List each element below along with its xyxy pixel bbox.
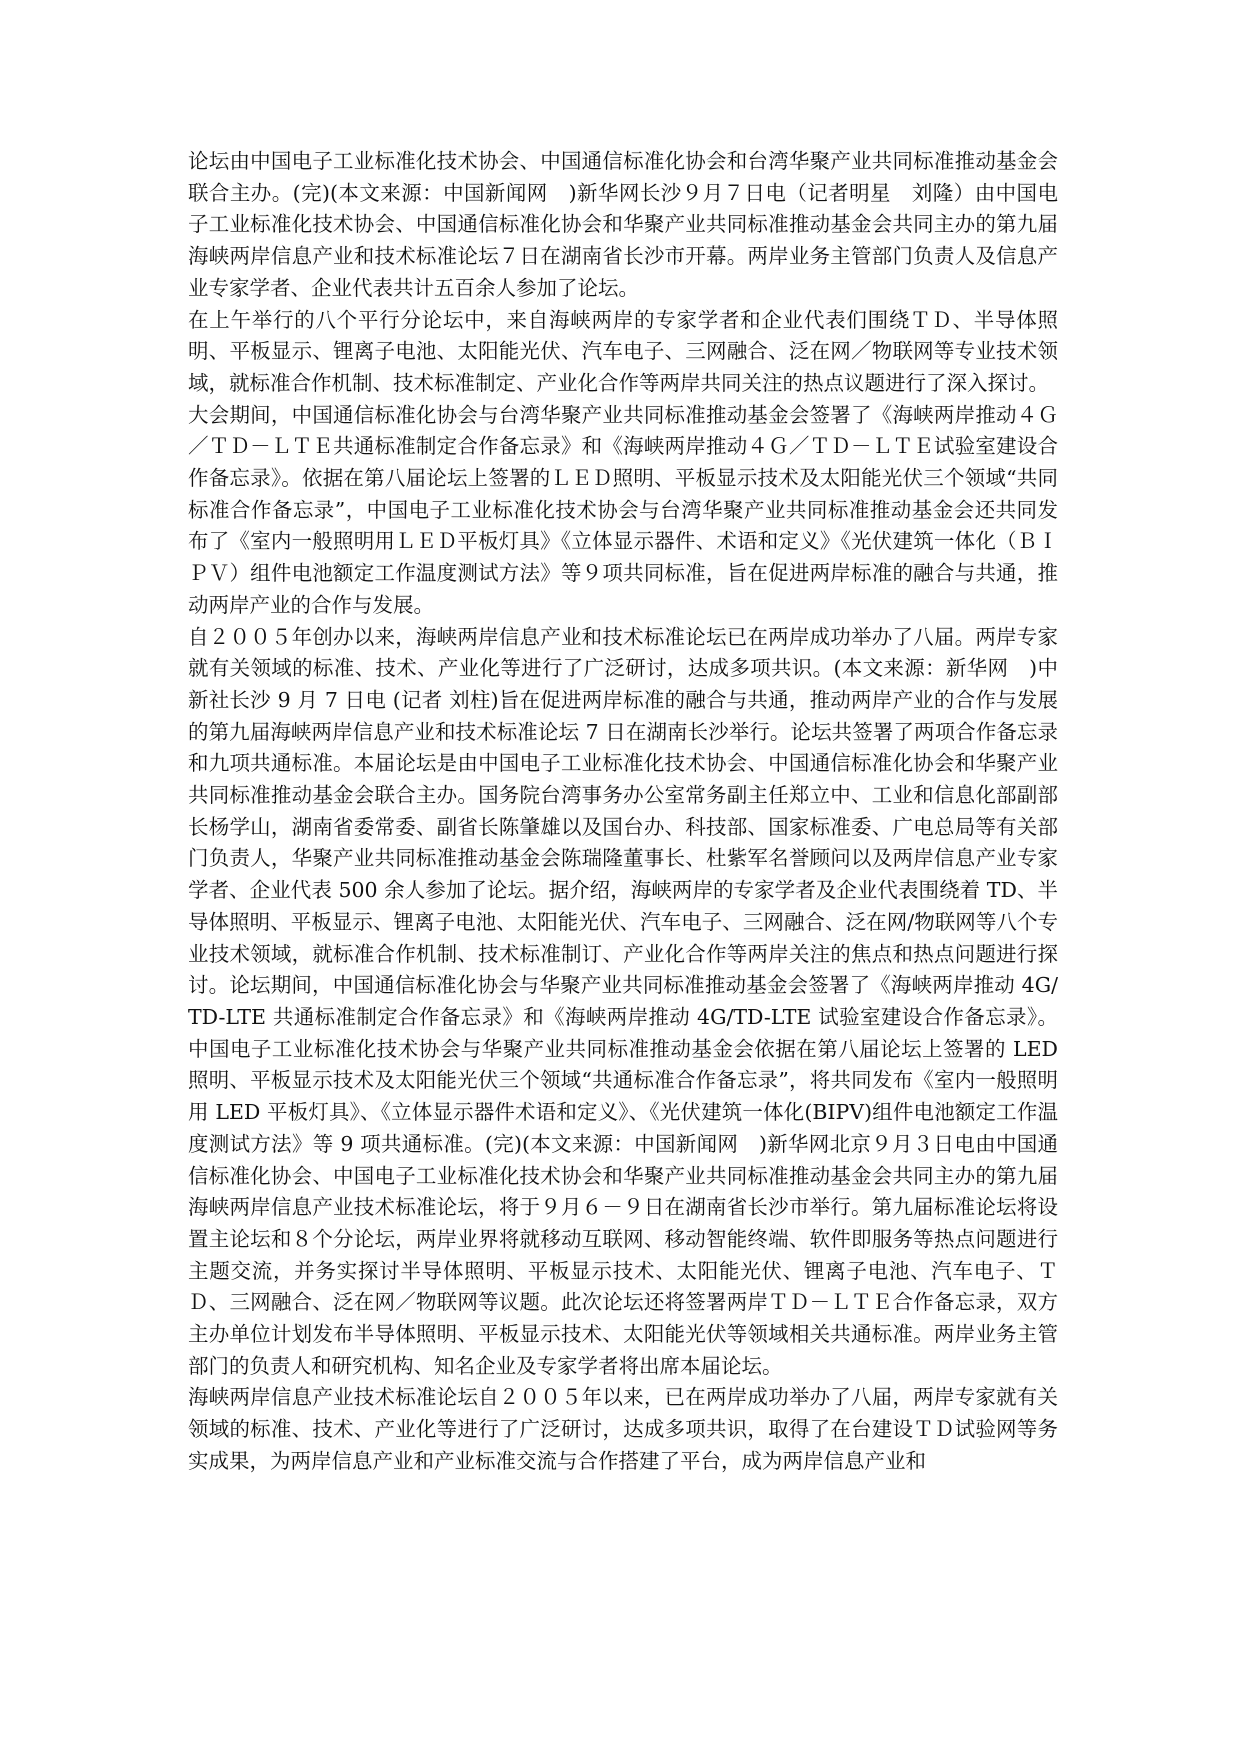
paragraph: 自２００５年创办以来，海峡两岸信息产业和技术标准论坛已在两岸成功举办了八届。两岸专家就有关领域的标准、技术、产业化等进行了广泛研讨，达成多项共识。(本文来源：新华网 )中新社长沙 9 月 7 日电 (记者 刘柱)旨在促进两岸标准的融合与共通，推动两岸产业的合作与发展的第九届海峡两岸信息产业和技术标准论坛 7 日在湖南长沙举行。论坛共签署了两项合作备忘录和九项共通标准。本届论坛是由中国电子工业标准化技术协会、中国通信标准化协会和华聚产业共同标准推动基金会联合主办。国务院台湾事务办公室常务副主任郑立中、工业和信息化部副部长杨学山，湖南省委常委、副省长陈肇雄以及国台办、科技部、国家标准委、广电总局等有关部门负责人，华聚产业共同标准推动基金会陈瑞隆董事长、杜紫军名誉顾问以及两岸信息产业专家学者、企业代表 500 余人参加了论坛。据介绍，海峡两岸的专家学者及企业代表围绕着 TD、半导体照明、平板显示、锂离子电池、太阳能光伏、汽车电子、三网融合、泛在网/物联网等八个专业技术领域，就标准合作机制、技术标准制订、产业化合作等两岸关注的焦点和热点问题进行探讨。论坛期间，中国通信标准化协会与华聚产业共同标准推动基金会签署了《海峡两岸推动 4G/TD-LTE 共通标准制定合作备忘录》和《海峡两岸推动 4G/TD-LTE 试验室建设合作备忘录》。中国电子工业标准化技术协会与华聚产业共同标准推动基金会依据在第八届论坛上签署的 LED 照明、平板显示技术及太阳能光伏三个领域“共通标准合作备忘录”，将共同发布《室内一般照明用 LED 平板灯具》、《立体显示器件术语和定义》、《光伏建筑一体化(BIPV)组件电池额定工作温度测试方法》等 9 项共通标准。(完)(本文来源：中国新闻网 )新华网北京９月３日电由中国通信标准化协会、中国电子工业标准化技术协会和华聚产业共同标准推动基金会共同主办的第九届海峡两岸信息产业技术标准论坛，将于９月６－９日在湖南省长沙市举行。第九届标准论坛将设置主论坛和８个分论坛，两岸业界将就移动互联网、移动智能终端、软件即服务等热点问题进行主题交流，并务实探讨半导体照明、平板显示技术、太阳能光伏、锂离子电池、汽车电子、ＴＤ、三网融合、泛在网／物联网等议题。此次论坛还将签署两岸ＴＤ－ＬＴＥ合作备忘录，双方主办单位计划发布半导体照明、平板显示技术、太阳能光伏等领域相关共通标准。两岸业务主管部门的负责人和研究机构、知名企业及专家学者将出席本届论坛。 [188, 624, 1058, 1378]
paragraph: 论坛由中国电子工业标准化技术协会、中国通信标准化协会和台湾华聚产业共同标准推动基金会联合主办。(完)(本文来源：中国新闻网 )新华网长沙９月７日电（记者明星 刘隆）由中国电子工业标准化技术协会、中国通信标准化协会和华聚产业共同标准推动基金会共同主办的第九届海峡两岸信息产业和技术标准论坛７日在湖南省长沙市开幕。两岸业务主管部门负责人及信息产业专家学者、企业代表共计五百余人参加了论坛。 [188, 149, 1058, 300]
paragraph: 在上午举行的八个平行分论坛中，来自海峡两岸的专家学者和企业代表们围绕ＴＤ、半导体照明、平板显示、锂离子电池、太阳能光伏、汽车电子、三网融合、泛在网／物联网等专业技术领域，就标准合作机制、技术标准制定、产业化合作等两岸共同关注的热点议题进行了深入探讨。 [188, 307, 1058, 395]
document-page [188, 146, 1058, 1478]
paragraph: 大会期间，中国通信标准化协会与台湾华聚产业共同标准推动基金会签署了《海峡两岸推动４Ｇ／ＴＤ－ＬＴＥ共通标准制定合作备忘录》和《海峡两岸推动４Ｇ／ＴＤ－ＬＴＥ试验室建设合作备忘录》。依据在第八届论坛上签署的ＬＥＤ照明、平板显示技术及太阳能光伏三个领域“共同标准合作备忘录”，中国电子工业标准化技术协会与台湾华聚产业共同标准推动基金会还共同发布了《室内一般照明用ＬＥＤ平板灯具》《立体显示器件、术语和定义》《光伏建筑一体化（ＢＩＰＶ）组件电池额定工作温度测试方法》等９项共同标准，旨在促进两岸标准的融合与共通，推动两岸产业的合作与发展。 [188, 402, 1058, 617]
paragraph: 海峡两岸信息产业技术标准论坛自２００５年以来，已在两岸成功举办了八届，两岸专家就有关领域的标准、技术、产业化等进行了广泛研讨，达成多项共识，取得了在台建设ＴＤ试验网等务实成果，为两岸信息产业和产业标准交流与合作搭建了平台，成为两岸信息产业和 [188, 1385, 1058, 1473]
